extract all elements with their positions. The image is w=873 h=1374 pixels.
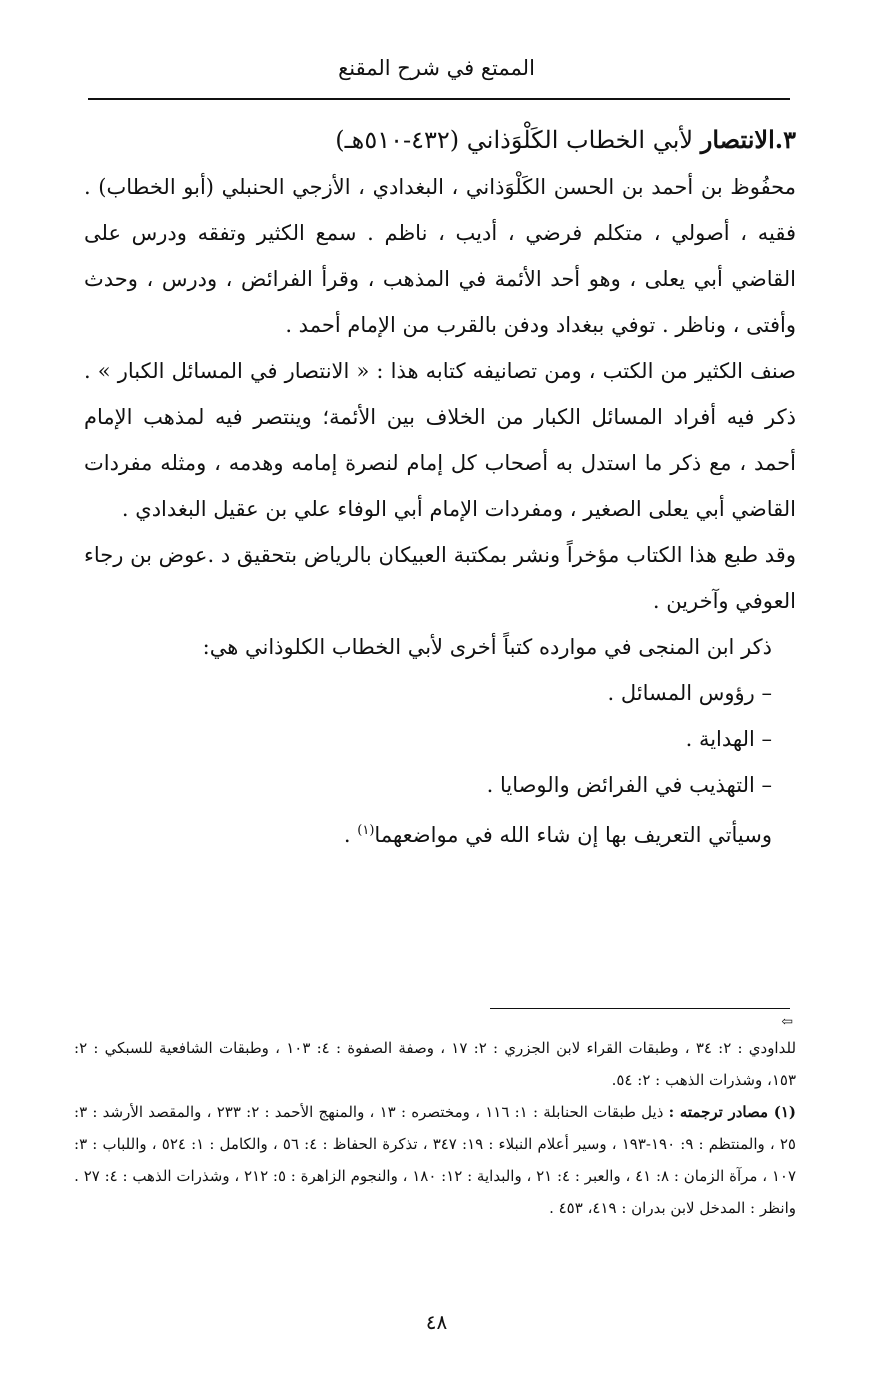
main-text	[84, 116, 796, 858]
list-item: – التهذيب في الفرائض والوصايا .	[486, 773, 772, 797]
closing-end: .	[343, 823, 358, 847]
footnote-marker: (١)	[357, 823, 375, 838]
page-number: ٤٨	[425, 1310, 448, 1334]
footnote-label: (١) مصادر ترجمته :	[668, 1103, 796, 1121]
footnote-text: ذيل طبقات الحنابلة : ١: ١١٦ ، ومختصره : ١٣ ، والمنهج الأحمد : ٢: ٢٣٣ ، والمقصد الأرشد : ٣: ٢٥ ، والمنتظم : ٩: ١٩٠-١٩٣ ، وسير أعلام النبلاء : ١٩: ٣٤٧ ، تذكرة الحفاظ : ٤: ٥٦ ، والكامل : ١: ٥٢٤ ، واللباب : ٣: ١٠٧ ، مرآة الزمان : ٨: ٤١ ، والعبر : ٤: ٢١ ، والبداية : ١٢: ١٨٠ ، والنجوم الزاهرة : ٥: ٢١٢ ، وشذرات الذهب : ٤: ٢٧ .	[74, 1103, 796, 1185]
paragraph-works: صنف الكثير من الكتب ، ومن تصانيفه كتابه هذا : « الانتصار في المسائل الكبار » . ذكر فيه أفراد المسائل الكبار من الخلاف بين الأئمة؛ وينتصر فيه لمذهب الإمام أحمد ، مع ذكر ما استدل به أصحاب كل إمام لنصرة إمامه وهدمه ، ومثله مفردات القاضي أبي يعلى الصغير ، ومفردات الإمام أبي الوفاء علي بن عقيل البغدادي .	[84, 359, 796, 521]
footnote-1	[74, 1096, 796, 1192]
footnote-rule	[490, 1008, 790, 1009]
list-item: – الهداية .	[685, 727, 772, 751]
paragraph-other-books: ذكر ابن المنجى في موارده كتباً أخرى لأبي الخطاب الكلوذاني هي:	[202, 635, 772, 659]
header-rule	[88, 98, 790, 100]
list-item: – رؤوس المسائل .	[607, 681, 772, 705]
running-header: الممتع في شرح المقنع	[338, 56, 535, 80]
paragraph-publication: وقد طبع هذا الكتاب مؤخراً ونشر بمكتبة العبيكان بالرياض بتحقيق د .عوض بن رجاء العوفي وآخرين .	[84, 543, 796, 613]
footnote-continuation: للداودي : ٢: ٣٤ ، وطبقات القراء لابن الجزري : ٢: ١٧ ، وصفة الصفوة : ٤: ١٠٣ ، وطبقات الشافعية للسبكي : ٢: ١٥٣، وشذرات الذهب : ٢: ٥٤.	[74, 1039, 797, 1089]
section-heading	[84, 116, 796, 164]
section-title-rest: لأبي الخطاب الكَلْوَذاني (٤٣٢-٥١٠هـ)	[335, 126, 694, 154]
section-number-title: ٣.الانتصار	[700, 125, 796, 154]
footnote-see-also: وانظر : المدخل لابن بدران : ٤١٩، ٤٥٣ .	[549, 1199, 796, 1217]
continuation-arrow-icon: ⇦	[781, 1014, 793, 1030]
footnotes	[74, 1032, 796, 1224]
closing-text: وسيأتي التعريف بها إن شاء الله في مواضعهما	[374, 823, 772, 847]
closing-line	[84, 808, 796, 858]
other-books-list	[84, 670, 796, 808]
paragraph-biography: محفُوظ بن أحمد بن الحسن الكَلْوَذاني ، البغدادي ، الأزجي الحنبلي (أبو الخطاب) . فقيه ، أصولي ، متكلم فرضي ، أديب ، ناظم . سمع الكثير وتفقه ودرس على القاضي أبي يعلى ، وهو أحد الأئمة في المذهب ، وقرأ الفرائض ، ودرس ، وحدث وأفتى ، وناظر . توفي ببغداد ودفن بالقرب من الإمام أحمد .	[84, 175, 796, 337]
